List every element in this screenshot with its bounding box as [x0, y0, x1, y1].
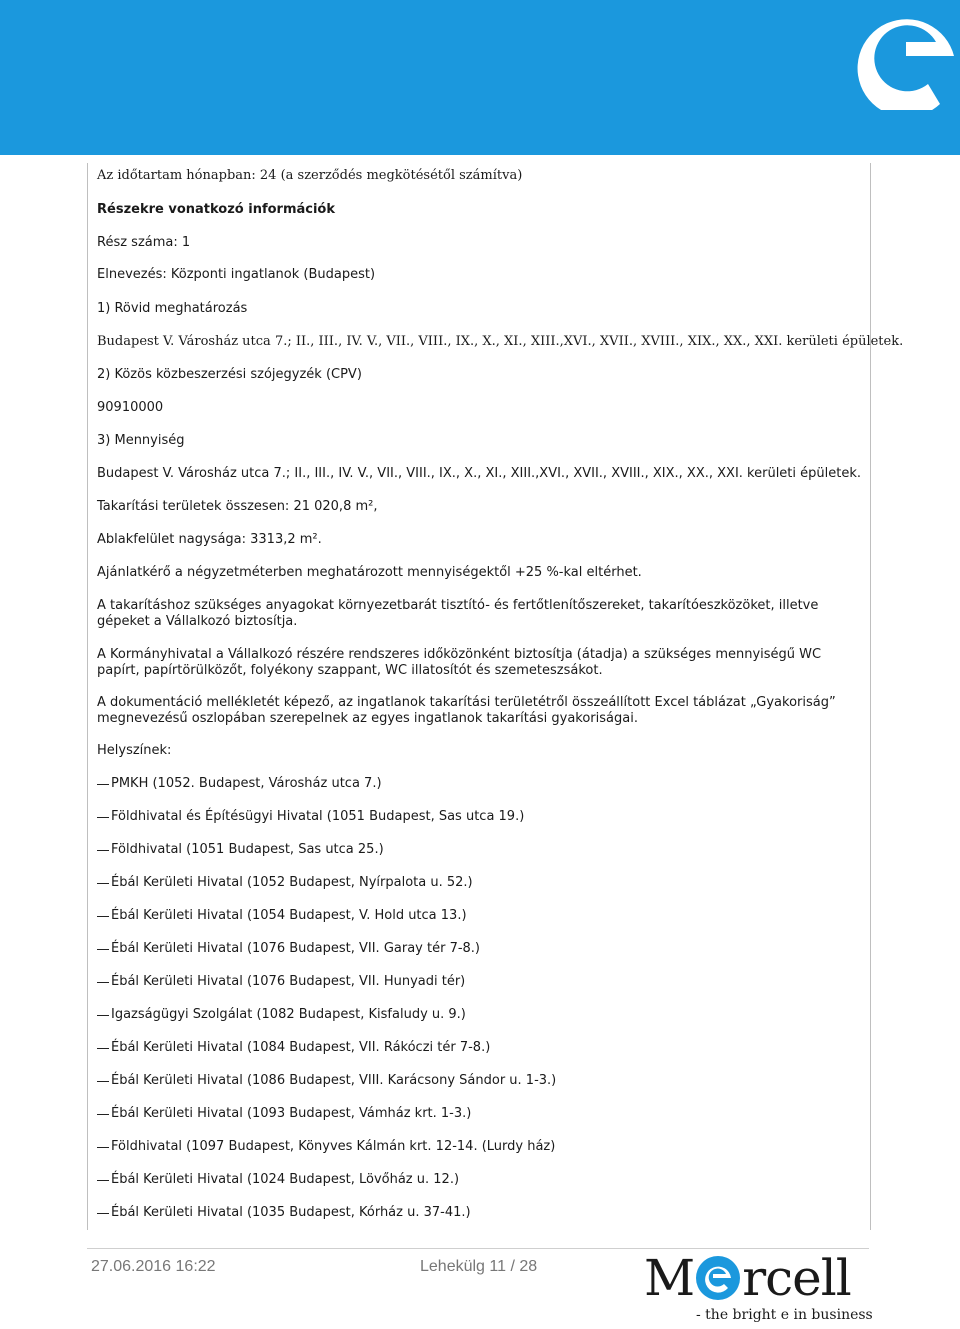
dash-icon — [97, 949, 109, 950]
brand-tagline: - the bright e in business — [696, 1307, 873, 1323]
materials-paragraph: A takarításhoz szükséges anyagokat környezetbarát tisztító- és fertőtlenítőszereket, takarítóeszközöket, illetve gépeket a Vállalkozó biztosítja. — [97, 598, 819, 629]
dash-icon — [97, 1213, 109, 1214]
part-name: Elnevezés: Központi ingatlanok (Budapest) — [97, 267, 376, 282]
short-desc-heading: 1) Rövid meghatározás — [97, 301, 248, 316]
cpv-code: 90910000 — [97, 400, 164, 415]
footer-page-number: Lehekülg 11 / 28 — [420, 1258, 538, 1275]
location-item: Ébál Kerületi Hivatal (1086 Budapest, VIII. Karácsony Sándor u. 1-3.) — [97, 1073, 867, 1089]
marcell-e-logo-icon — [820, 0, 960, 110]
location-item: Ébál Kerületi Hivatal (1084 Budapest, VII. Rákóczi tér 7-8.) — [97, 1040, 867, 1056]
location-item: PMKH (1052. Budapest, Városház utca 7.) — [97, 776, 867, 792]
locations-heading: Helyszínek: — [97, 743, 172, 758]
location-item: Földhivatal (1097 Budapest, Könyves Kálmán krt. 12-14. (Lurdy ház) — [97, 1139, 867, 1155]
dash-icon — [97, 1114, 109, 1115]
dash-icon — [97, 817, 109, 818]
dash-icon — [97, 883, 109, 884]
footer-timestamp: 27.06.2016 16:22 — [91, 1258, 216, 1275]
brand-e-icon — [695, 1255, 741, 1301]
duration-text: Az időtartam hónapban: 24 (a szerződés megkötésétől számítva) — [97, 168, 523, 183]
location-item: Földhivatal és Építésügyi Hivatal (1051 Budapest, Sas utca 19.) — [97, 809, 867, 825]
window-area: Ablakfelület nagysága: 3313,2 m². — [97, 532, 322, 547]
location-item: Ébál Kerületi Hivatal (1035 Budapest, Kórház u. 37-41.) — [97, 1205, 867, 1221]
part-number: Rész száma: 1 — [97, 235, 191, 250]
location-item: Igazságügyi Szolgálat (1082 Budapest, Kisfaludy u. 9.) — [97, 1007, 867, 1023]
dash-icon — [97, 784, 109, 785]
short-desc: Budapest V. Városház utca 7.; II., III., IV. V., VII., VIII., IX., X., XI., XIII.,XVI., XVII., XVIII., XIX., XX., XXI. kerületi épületek. — [97, 334, 904, 349]
deviation-text: Ajánlatkérő a négyzetméterben meghatározott mennyiségektől +25 %-kal eltérhet. — [97, 565, 642, 580]
quantity-heading: 3) Mennyiség — [97, 433, 185, 448]
location-item: Földhivatal (1051 Budapest, Sas utca 25.) — [97, 842, 867, 858]
header-band — [0, 0, 960, 155]
consumables-paragraph: A Kormányhivatal a Vállalkozó részére rendszeres időközönként biztosítja (átadja) a szükséges mennyiségű WC papírt, papírtörülközőt, folyékony szappant, WC illatosítót és szemeteszsákot. — [97, 647, 822, 678]
dash-icon — [97, 1015, 109, 1016]
location-item: Ébál Kerületi Hivatal (1093 Budapest, Vámház krt. 1-3.) — [97, 1106, 867, 1122]
location-item: Ébál Kerületi Hivatal (1076 Budapest, VII. Hunyadi tér) — [97, 974, 867, 990]
dash-icon — [97, 1180, 109, 1181]
location-item: Ébál Kerületi Hivatal (1052 Budapest, Nyírpalota u. 52.) — [97, 875, 867, 891]
marcell-brand-logo: M rcell — [644, 1249, 851, 1307]
location-item: Ébál Kerületi Hivatal (1076 Budapest, VII. Garay tér 7-8.) — [97, 941, 867, 957]
quantity-desc: Budapest V. Városház utca 7.; II., III., IV. V., VII., VIII., IX., X., XI., XIII.,XVI., XVII., XVIII., XIX., XX., XXI. kerületi épületek. — [97, 466, 862, 481]
dash-icon — [97, 1147, 109, 1148]
location-item: Ébál Kerületi Hivatal (1024 Budapest, Lövőház u. 12.) — [97, 1172, 867, 1188]
dash-icon — [97, 850, 109, 851]
cleaning-area: Takarítási területek összesen: 21 020,8 m², — [97, 499, 378, 514]
parts-heading: Részekre vonatkozó információk — [97, 202, 336, 217]
frequency-paragraph: A dokumentáció mellékletét képező, az ingatlanok takarítási területétről összeállított Excel táblázat „Gyakoriság” megnevezésű oszlopában szerepelnek az egyes ingatlanok takarítási gyakoriságai. — [97, 695, 836, 726]
dash-icon — [97, 1048, 109, 1049]
location-item: Ébál Kerületi Hivatal (1054 Budapest, V. Hold utca 13.) — [97, 908, 867, 924]
dash-icon — [97, 1081, 109, 1082]
dash-icon — [97, 982, 109, 983]
dash-icon — [97, 916, 109, 917]
cpv-heading: 2) Közös közbeszerzési szójegyzék (CPV) — [97, 367, 362, 382]
